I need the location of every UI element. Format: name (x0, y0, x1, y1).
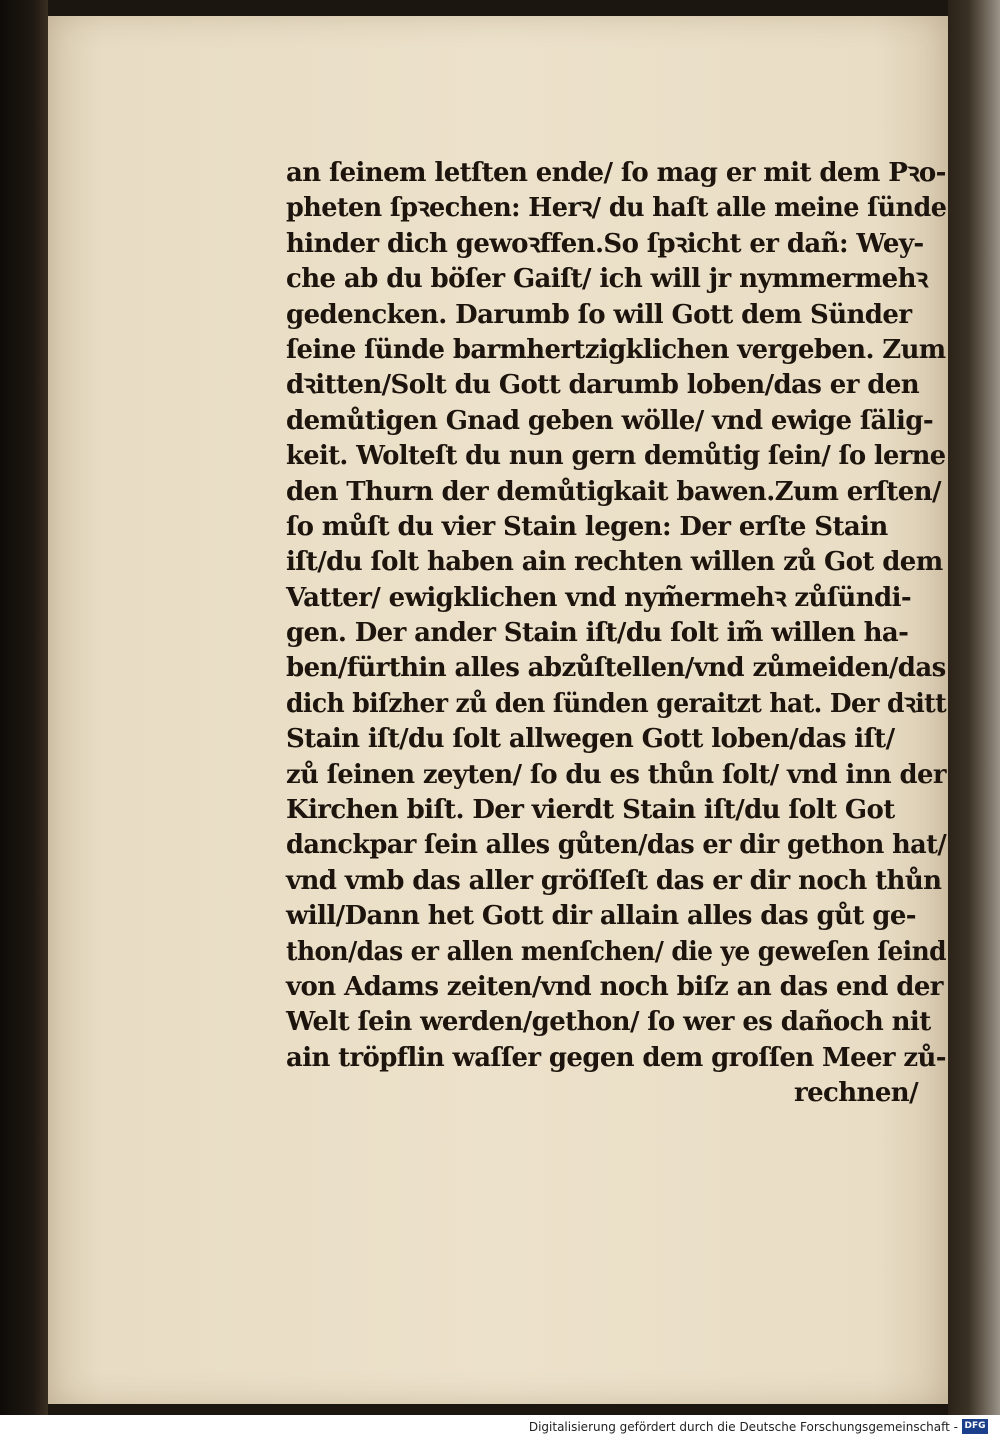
text-line: demůtigen Gnad geben wölle/ vnd ewige ſälig- (286, 405, 934, 436)
text-line: zů ſeinen zeyten/ ſo du es thůn ſolt/ vnd inn der (286, 759, 946, 790)
catchword: rechnen/ (793, 1078, 918, 1109)
text-line: dich biſzher zů den ſünden geraitzt hat. Der dꝛitt (286, 688, 947, 719)
funding-notice: Digitalisierung gefördert durch die Deutsche Forschungsgemeinschaft - (528, 1420, 958, 1434)
text-line: an ſeinem letſten ende/ ſo mag er mit dem Pꝛo- (286, 158, 946, 188)
text-line: pheten ſpꝛechen: Herꝛ/ du haſt alle meine ſünde (286, 193, 947, 224)
text-line: danckpar ſein alles gůten/das er dir gethon hat/ (286, 830, 947, 861)
text-line: ain tröpflin waſſer gegen dem groſſen Meer zů- (286, 1042, 946, 1073)
text-line: vnd vmb das aller gröſſeſt das er dir noch thůn (286, 865, 942, 896)
text-line: keit. Wolteſt du nun gern demůtig ſein/ ſo lerne (286, 441, 946, 472)
text-line: Vatter/ ewigklichen vnd nym̃ermehꝛ zůſündi- (286, 582, 912, 613)
dfg-logo-icon: DFG (962, 1419, 988, 1434)
text-line: gedencken. Darumb ſo will Gott dem Sünder (286, 299, 912, 330)
text-line: che ab du böſer Gaiſt/ ich will jr nymmermehꝛ (286, 264, 928, 295)
text-line: Stain iſt/du ſolt allwegen Gott loben/das iſt/ (286, 724, 895, 755)
book-gutter (0, 0, 48, 1415)
text-line: Welt ſein werden/gethon/ ſo wer es dañoch nit (286, 1007, 931, 1038)
text-line: hinder dich gewoꝛffen.So ſpꝛicht er dañ: Wey- (286, 228, 924, 259)
text-line: den Thurn der demůtigkait bawen.Zum erſten/ (286, 476, 941, 507)
text-line: thon/das er allen menſchen/ die ye geweſen ſeind (286, 936, 946, 967)
text-line: iſt/du ſolt haben ain rechten willen zů Got dem (286, 547, 943, 578)
page-edge (948, 0, 1000, 1415)
text-line: ſo můſt du vier Stain legen: Der erſte Stain (286, 511, 888, 542)
text-line: gen. Der ander Stain iſt/du ſolt im̃ willen ha- (286, 618, 909, 649)
text-line: ben/fürthin alles abzůſtellen/vnd zůmeiden/das (286, 653, 946, 684)
body-text (286, 156, 946, 1112)
text-line: dꝛitten/Solt du Gott darumb loben/das er den (286, 370, 920, 401)
text-line: will/Dann het Gott dir allain alles das gůt ge- (286, 901, 916, 932)
footer-bar (0, 1415, 1000, 1439)
text-line: von Adams zeiten/vnd noch biſz an das end der (286, 971, 943, 1002)
text-line: ſeine ſünde barmhertzigklichen vergeben. Zum (286, 334, 946, 365)
text-line: Kirchen biſt. Der vierdt Stain iſt/du ſolt Got (286, 795, 895, 826)
